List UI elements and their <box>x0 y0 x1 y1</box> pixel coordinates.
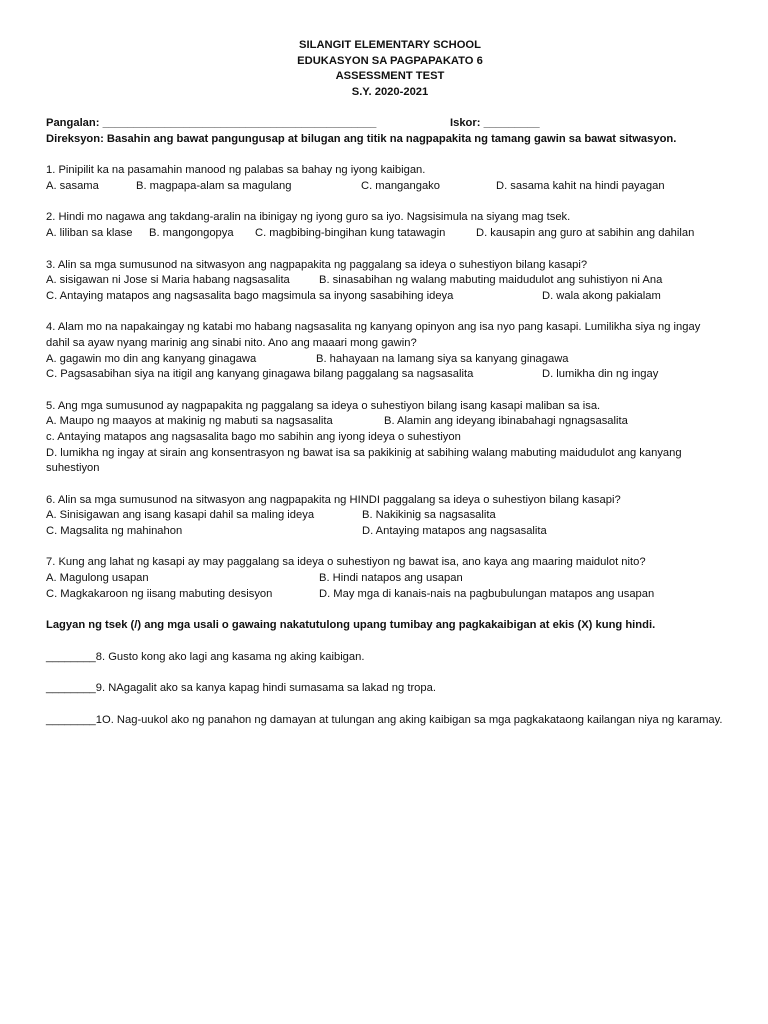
worksheet-page <box>46 38 726 729</box>
option-a[interactable]: A. Magulong usapan <box>46 572 149 585</box>
option-b[interactable]: B. mangongopya <box>149 226 234 239</box>
checklist-item-8[interactable]: ________8. Gusto kong ako lagi ang kasama ng aking kaibigan. <box>46 650 365 663</box>
question-7-options-row1 <box>46 571 726 587</box>
option-c[interactable]: C. magbibing-bingihan kung tatawagin <box>255 226 446 239</box>
directions: Direksyon: Basahin ang bawat pangungusap at bilugan ang titik na nagpapakita ng tamang gawin sa bawat sitwasyon. <box>46 132 677 145</box>
option-c[interactable]: C. Antaying matapos ang nagsasalita bago magsimula sa inyong sasabihing ideya <box>46 289 454 302</box>
checklist-item-10[interactable]: ________1O. Nag-uukol ako ng panahon ng damayan at tulungan ang aking kaibigan sa mga pagkakataong kailangan niya ng karamay. <box>46 714 723 727</box>
checklist-item-9[interactable]: ________9. NAgagalit ako sa kanya kapag hindi sumasama sa lakad ng tropa. <box>46 682 436 695</box>
question-7-options-row2 <box>46 587 726 603</box>
option-b[interactable]: B. sinasabihan ng walang mabuting maidudulot ang suhistiyon ni Ana <box>319 274 663 287</box>
school-name: SILANGIT ELEMENTARY SCHOOL <box>299 39 481 51</box>
option-c[interactable]: c. Antaying matapos ang nagsasalita bago mo sabihin ang iyong ideya o suhestiyon <box>46 430 461 443</box>
question-5: 5. Ang mga sumusunod ay nagpapakita ng paggalang sa ideya o suhestiyon bilang isang kasapi maliban sa isa. <box>46 399 601 412</box>
question-3-options-row2 <box>46 289 726 305</box>
question-1: 1. Pinipilit ka na pasamahin manood ng palabas sa bahay ng iyong kaibigan. <box>46 164 426 177</box>
option-c[interactable]: C. Magkakaroon ng iisang mabuting desisyon <box>46 587 273 600</box>
option-c[interactable]: C. Pagsasabihan siya na itigil ang kanyang ginagawa bilang paggalang sa nagsasalita <box>46 368 474 381</box>
question-6-options-row1 <box>46 508 726 524</box>
option-b[interactable]: B. magpapa-alam sa magulang <box>136 179 292 192</box>
option-a[interactable]: A. liliban sa klase <box>46 226 133 239</box>
option-a[interactable]: A. sisigawan ni Jose si Maria habang nagsasalita <box>46 274 290 287</box>
option-b[interactable]: B. hahayaan na lamang siya sa kanyang ginagawa <box>316 352 569 365</box>
question-2-options <box>46 226 726 242</box>
question-4: 4. Alam mo na napakaingay ng katabi mo habang nagsasalita ng kanyang opinyon ang isa nyo pang kasapi. Lumilikha siya ng ingay dahil sa ayaw nyang marinig ang sinabi nito. Ano ang maaari mong gawin? <box>46 321 701 349</box>
option-a[interactable]: A. Maupo ng maayos at makinig ng mabuti sa nagsasalita <box>46 415 333 428</box>
name-field[interactable]: Pangalan: ____________________________________________ <box>46 117 377 129</box>
option-d[interactable]: D. kausapin ang guro at sabihin ang dahilan <box>476 226 695 239</box>
score-field[interactable]: Iskor: _________ <box>450 117 540 129</box>
test-title: ASSESSMENT TEST <box>335 70 445 82</box>
option-d[interactable]: D. wala akong pakialam <box>542 289 661 302</box>
option-d[interactable]: D. sasama kahit na hindi payagan <box>496 179 665 192</box>
question-3-options-row1 <box>46 273 726 289</box>
subject-title: EDUKASYON SA PAGPAPAKATO 6 <box>297 54 483 67</box>
worksheet-header <box>46 38 726 100</box>
question-5-options-row1 <box>46 414 726 430</box>
question-6-options-row2 <box>46 524 726 540</box>
option-d[interactable]: D. lumikha ng ingay at sirain ang konsentrasyon ng bawat isa sa pakikinig at sabihing walang mabuting maidudulot ang kanyang suhestiyon <box>46 446 682 475</box>
option-d[interactable]: D. Antaying matapos ang nagsasalita <box>362 524 547 537</box>
option-b[interactable]: B. Nakikinig sa nagsasalita <box>362 509 496 522</box>
option-d[interactable]: D. lumikha din ng ingay <box>542 368 659 381</box>
question-4-options-row1 <box>46 352 726 368</box>
question-7: 7. Kung ang lahat ng kasapi ay may paggalang sa ideya o suhestiyon ng bawat isa, ano kaya ang maaring maidulot nito? <box>46 556 646 569</box>
option-c[interactable]: C. Magsalita ng mahinahon <box>46 524 183 537</box>
question-3: 3. Alin sa mga sumusunod na sitwasyon ang nagpapakita ng paggalang sa ideya o suhestiyon bilang kasapi? <box>46 258 588 271</box>
school-year: S.Y. 2020-2021 <box>351 85 429 98</box>
question-2: 2. Hindi mo nagawa ang takdang-aralin na ibinigay ng iyong guro sa iyo. Nagsisimula na siyang mag tsek. <box>46 211 571 224</box>
option-a[interactable]: A. sasama <box>46 179 99 192</box>
option-a[interactable]: A. gagawin mo din ang kanyang ginagawa <box>46 352 257 365</box>
option-b[interactable]: B. Hindi natapos ang usapan <box>319 572 463 585</box>
option-a[interactable]: A. Sinisigawan ang isang kasapi dahil sa maling ideya <box>46 509 315 522</box>
question-6: 6. Alin sa mga sumusunod na sitwasyon ang nagpapakita ng HINDI paggalang sa ideya o suhestiyon bilang kasapi? <box>46 493 621 506</box>
section-2-instruction: Lagyan ng tsek (/) ang mga usali o gawaing nakatutulong upang tumibay ang pagkakaibigan at ekis (X) kung hindi. <box>46 619 656 632</box>
question-1-options <box>46 179 726 195</box>
option-c[interactable]: C. mangangako <box>361 179 440 192</box>
option-d[interactable]: D. May mga di kanais-nais na pagbubulungan matapos ang usapan <box>319 587 655 600</box>
name-score-row <box>46 116 726 132</box>
option-b[interactable]: B. Alamin ang ideyang ibinabahagi ngnagsasalita <box>384 415 628 428</box>
question-4-options-row2 <box>46 367 726 383</box>
